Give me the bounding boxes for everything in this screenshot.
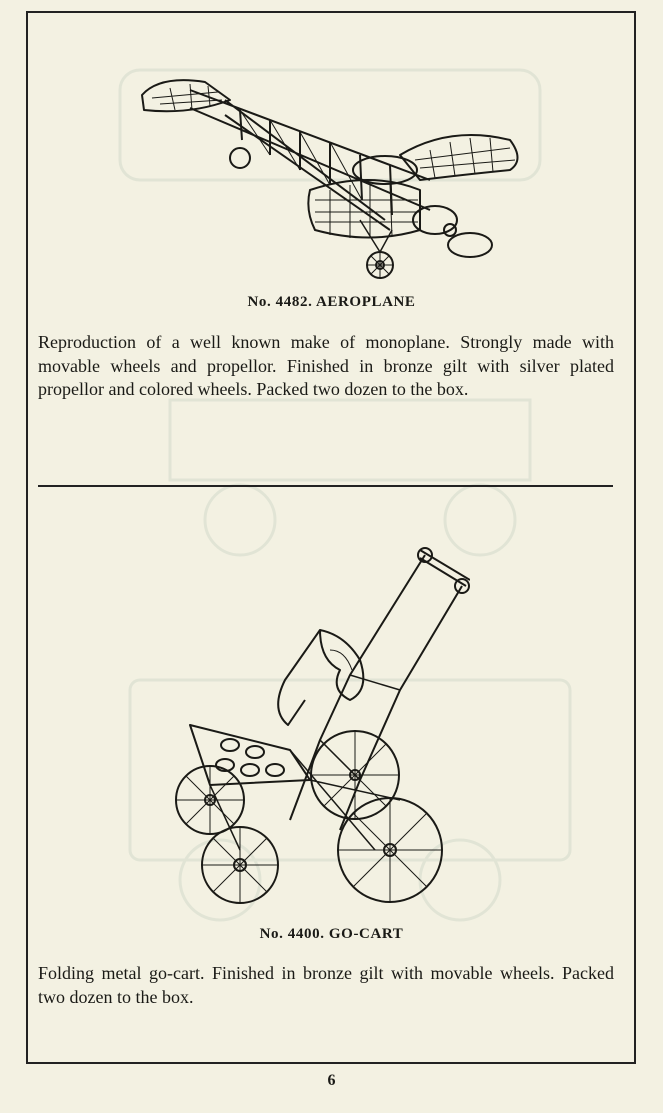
item-caption: No. 4482. AEROPLANE: [247, 294, 416, 310]
item-caption: No. 4400. GO-CART: [259, 926, 404, 942]
page-number: 6: [327, 1072, 336, 1089]
aeroplane-illustration: [130, 70, 530, 280]
section-divider: [38, 485, 613, 487]
item-description: Reproduction of a well known make of monoplane. Strongly made with movable wheels and propellor. Finished in bronze gilt with silver plated propellor and colored wheels. Packed two dozen to the box.: [38, 332, 614, 399]
item-description: Folding metal go-cart. Finished in bronze gilt with movable wheels. Packed two dozen to the box.: [38, 963, 614, 1007]
go-cart-illustration: [170, 540, 470, 910]
